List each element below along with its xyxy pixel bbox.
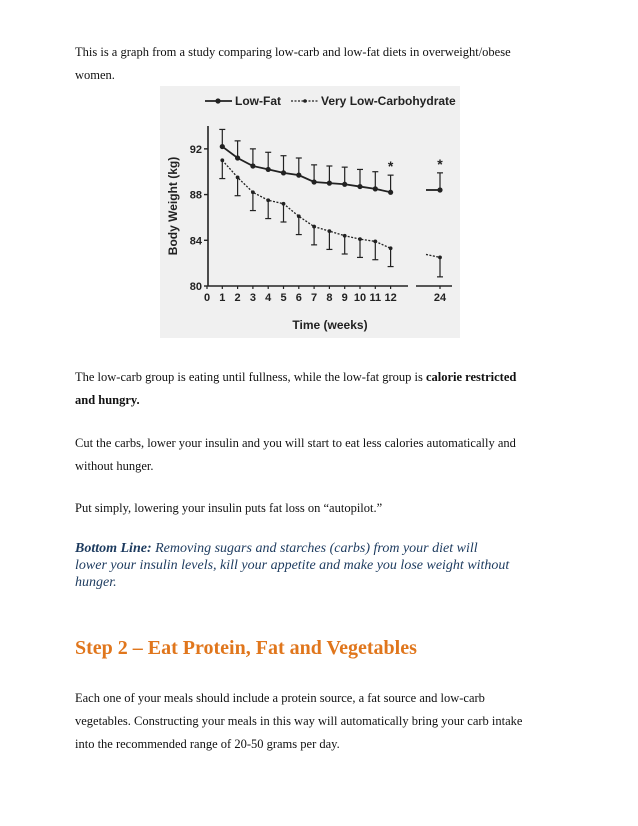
autopilot-line-1: Put simply, lowering your insulin puts fat loss on “autopilot.” <box>75 501 383 515</box>
paragraph-meals <box>75 687 565 756</box>
x-tick-label: 9 <box>341 292 348 304</box>
bottom-line-text-1: Removing sugars and starches (carbs) from your diet will <box>151 541 478 556</box>
x-tick-label: 12 <box>384 292 397 304</box>
paragraph-cut-carbs <box>75 432 565 478</box>
low-fat-point <box>220 144 225 149</box>
x-tick-label: 10 <box>353 292 367 304</box>
low-carb-point <box>373 240 377 244</box>
low-carb-series-line <box>222 160 390 248</box>
low-fat-point <box>266 167 271 172</box>
intro-paragraph <box>75 41 565 87</box>
significance-asterisk: * <box>387 158 394 175</box>
low-carb-point <box>282 202 286 206</box>
low-carb-point <box>266 198 270 202</box>
low-carb-point <box>389 246 393 250</box>
x-tick-label: 1 <box>219 292 226 304</box>
low-fat-point <box>373 186 378 191</box>
and-hungry-bold: and hungry. <box>75 393 140 407</box>
x-tick-label: 8 <box>326 292 333 304</box>
cut-carbs-line-1: Cut the carbs, lower your insulin and you will start to eat less calories automatically and <box>75 436 516 450</box>
low-fat-point <box>250 163 255 168</box>
legend-low-carb-label: Very Low-Carbohydrate <box>321 94 456 108</box>
meals-line-1: Each one of your meals should include a protein source, a fat source and low-carb <box>75 691 485 705</box>
low-fat-point <box>342 182 347 187</box>
meals-line-3: into the recommended range of 20-50 grams per day. <box>75 737 340 751</box>
low-carb-point <box>251 190 255 194</box>
significance-asterisk: * <box>437 155 443 172</box>
low-carb-point <box>328 229 332 233</box>
low-fat-point <box>296 173 301 178</box>
low-fat-point <box>327 181 332 186</box>
paragraph-autopilot <box>75 497 565 520</box>
step-2-heading: Step 2 – Eat Protein, Fat and Vegetables <box>75 637 417 659</box>
legend-low-fat-marker <box>215 98 220 103</box>
low-carb-point <box>343 234 347 238</box>
cut-carbs-line-2: without hunger. <box>75 459 154 473</box>
x-tick-label: 24 <box>433 292 447 304</box>
x-tick-label: 4 <box>265 292 272 304</box>
x-tick-label: 0 <box>203 292 211 304</box>
y-tick-label: 92 <box>189 143 202 156</box>
x-tick-label: 11 <box>369 292 382 304</box>
x-tick-label: 5 <box>280 292 287 304</box>
low-carb-point <box>297 214 301 218</box>
x-tick-label: 2 <box>234 292 241 304</box>
low-carb-point <box>358 237 362 241</box>
low-fat-point <box>235 155 240 160</box>
intro-line-1: This is a graph from a study comparing low-carb and low-fat diets in overweight/obese <box>75 45 511 59</box>
low-fat-point <box>281 170 286 175</box>
low-carb-series-line-24 <box>426 254 440 257</box>
intro-line-2: women. <box>75 68 115 82</box>
low-carb-point <box>312 225 316 229</box>
paragraph-fullness-line-1: The low-carb group is eating until fullness, while the low-fat group is <box>75 370 426 384</box>
low-fat-point <box>357 184 362 189</box>
low-carb-point <box>236 176 240 180</box>
weight-chart <box>160 86 460 338</box>
low-fat-point <box>437 187 442 192</box>
y-tick-label: 88 <box>189 189 202 202</box>
y-axis-label: Body Weight (kg) <box>166 156 180 256</box>
bottom-line-text-2: lower your insulin levels, kill your appetite and make you lose weight without <box>75 558 510 573</box>
bottom-line-text-3: hunger. <box>75 575 117 590</box>
low-carb-point <box>220 158 224 162</box>
calorie-restricted-bold: calorie restricted <box>425 370 517 384</box>
weight-chart-svg <box>160 86 460 338</box>
y-tick-label: 84 <box>189 235 202 248</box>
paragraph-fullness <box>75 366 565 412</box>
legend-low-fat-label: Low-Fat <box>235 94 281 108</box>
x-tick-label: 3 <box>249 292 256 304</box>
low-fat-point <box>388 190 393 195</box>
legend-low-carb-marker <box>303 99 307 103</box>
bottom-line-label: Bottom Line: <box>75 541 152 556</box>
x-axis-label: Time (weeks) <box>292 318 368 332</box>
x-tick-label: 7 <box>311 292 318 304</box>
meals-line-2: vegetables. Constructing your meals in this way will automatically bring your carb intake <box>75 714 523 728</box>
low-fat-series-line <box>222 147 390 193</box>
bottom-line-summary <box>75 540 575 591</box>
low-carb-point <box>438 256 442 260</box>
low-fat-point <box>312 179 317 184</box>
x-tick-label: 6 <box>295 292 302 304</box>
y-tick-label: 80 <box>189 281 202 293</box>
